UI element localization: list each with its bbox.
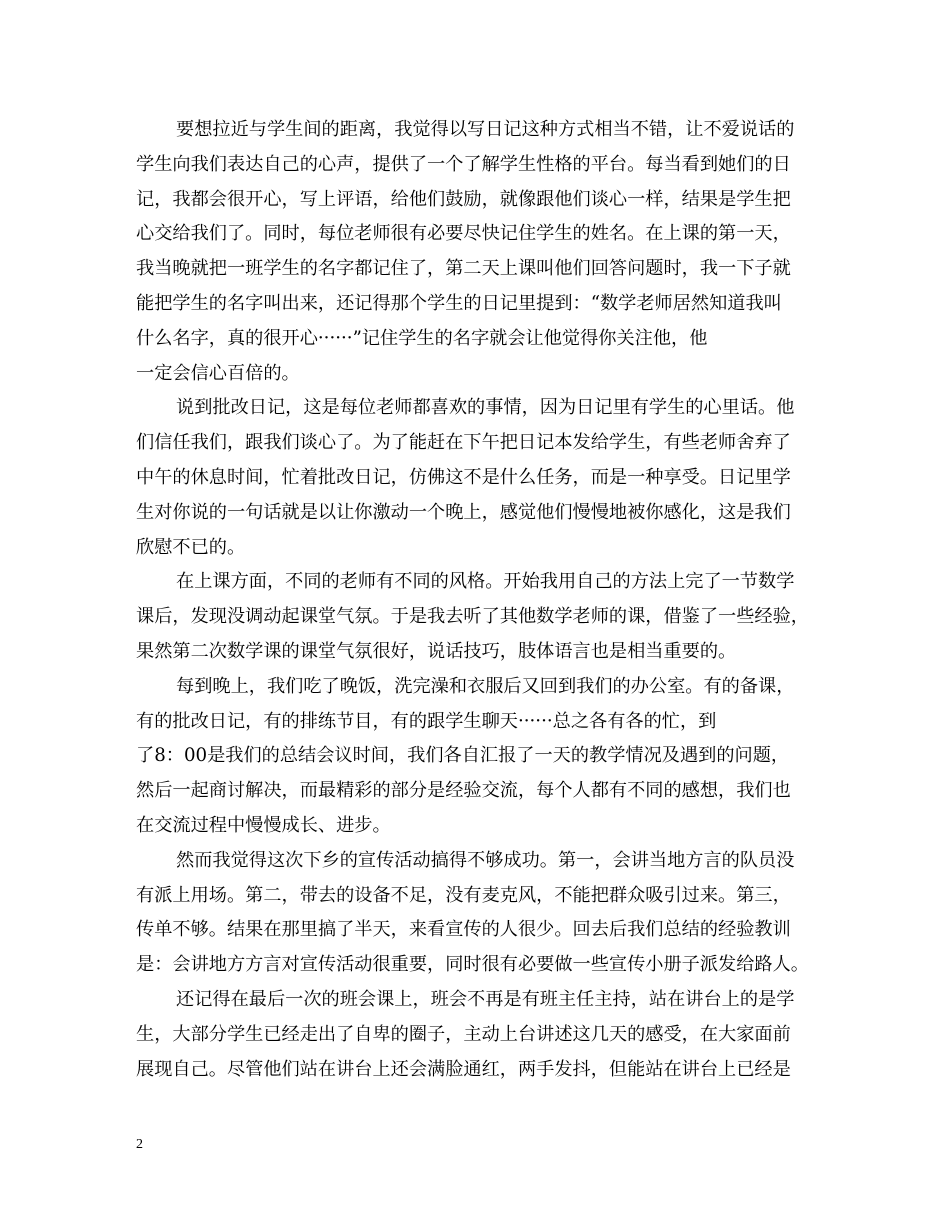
paragraph-line: 是：会讲地方方言对宣传活动很重要，同时很有必要做一些宣传小册子派发给路人。 [136,954,809,976]
paragraph [136,983,816,1087]
paragraph-line: 学生向我们表达自己的心声，提供了一个了解学生性格的平台。每当看到她们的日 [136,153,791,175]
paragraph-first-line: 说到批改日记，这是每位老师都喜欢的事情，因为日记里有学生的心里话。他 [176,397,795,419]
paragraph-line: 课后，发现没调动起课堂气氛。于是我去听了其他数学老师的课，借鉴了一些经验， [136,606,809,628]
paragraph-line: 中午的休息时间，忙着批改日记，仿佛这不是什么任务，而是一种享受。日记里学 [136,466,791,488]
paragraph-line: 我当晚就把一班学生的名字都记住了，第二天上课叫他们回答问题时，我一下子就 [136,258,791,280]
paragraph [136,391,816,565]
paragraph-line: 生，大部分学生已经走出了自卑的圈子，主动上台讲述这几天的感受，在大家面前 [136,1023,791,1045]
paragraph-line: 有派上用场。第二，带去的设备不足，没有麦克风，不能把群众吸引过来。第三， [136,884,791,906]
paragraph [136,565,816,669]
paragraph-first-line: 然而我觉得这次下乡的宣传活动搞得不够成功。第一，会讲当地方言的队员没 [176,849,795,871]
paragraph-line: 在交流过程中慢慢成长、进步。 [136,814,391,836]
paragraph-first-line: 每到晚上，我们吃了晚饭，洗完澡和衣服后又回到我们的办公室。有的备课， [176,675,795,697]
paragraph-line: 果然第二次数学课的课堂气氛很好，说话技巧，肢体语言也是相当重要的。 [136,640,737,662]
paragraph-first-line: 还记得在最后一次的班会课上，班会不再是有班主任主持，站在讲台上的是学 [176,988,795,1010]
paragraph-line: 有的批改日记，有的排练节目，有的跟学生聊天······总之各有各的忙，到 [136,710,717,732]
paragraph-line: 然后一起商讨解决，而最精彩的部分是经验交流，每个人都有不同的感想，我们也 [136,780,791,802]
document-body [136,113,816,1087]
paragraph-line: 了8：00是我们的总结会议时间，我们各自汇报了一天的教学情况及遇到的问题， [136,745,790,767]
page-number: 2 [136,1137,143,1152]
paragraph-line: 什么名字，真的很开心······”记住学生的名字就会让他觉得你关注他，他 [136,327,708,349]
paragraph-line: 能把学生的名字叫出来，还记得那个学生的日记里提到：“数学老师居然知道我叫 [136,292,782,314]
paragraph-line: 一定会信心百倍的。 [136,362,300,384]
paragraph-first-line: 在上课方面，不同的老师有不同的风格。开始我用自己的方法上完了一节数学 [176,571,795,593]
paragraph-line: 生对你说的一句话就是以让你激动一个晚上，感觉他们慢慢地被你感化，这是我们 [136,501,791,523]
paragraph-line: 欣慰不已的。 [136,536,246,558]
paragraph-line: 传单不够。结果在那里搞了半天，来看宣传的人很少。回去后我们总结的经验教训 [136,919,791,941]
paragraph-first-line: 要想拉近与学生间的距离，我觉得以写日记这种方式相当不错，让不爱说话的 [176,119,795,140]
paragraph [136,844,816,983]
paragraph-line: 记，我都会很开心，写上评语，给他们鼓励，就像跟他们谈心一样，结果是学生把 [136,188,791,210]
paragraph [136,113,816,391]
paragraph [136,670,816,844]
paragraph-line: 们信任我们，跟我们谈心了。为了能赶在下午把日记本发给学生，有些老师舍弃了 [136,432,791,454]
paragraph-line: 展现自己。尽管他们站在讲台上还会满脸通红，两手发抖，但能站在讲台上已经是 [136,1058,791,1080]
paragraph-line: 心交给我们了。同时，每位老师很有必要尽快记住学生的姓名。在上课的第一天， [136,223,791,245]
